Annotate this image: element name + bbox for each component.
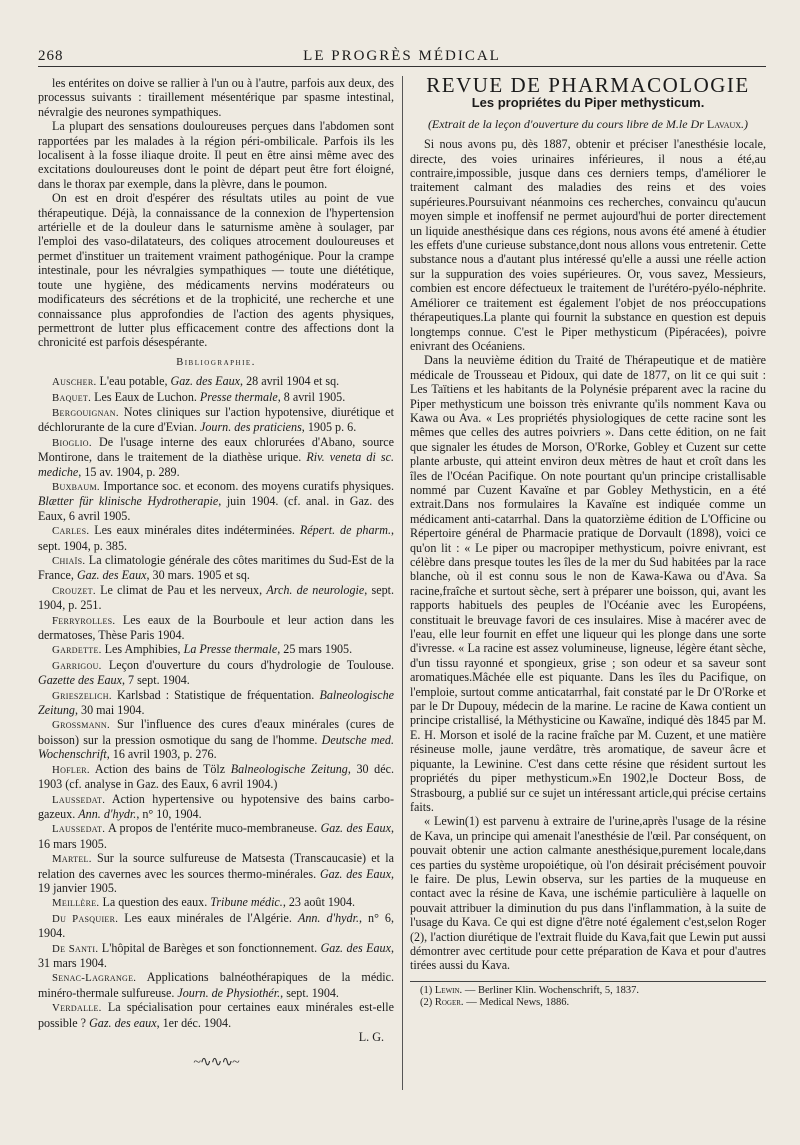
bibliography-entry (38, 435, 394, 479)
bibliography-text: La question des eaux. (99, 895, 211, 910)
bibliography-author: Martel. (52, 853, 92, 866)
bibliography-author: Du Pasquier. (52, 912, 119, 925)
bibliography-text: L'hôpital de Barèges et son fonctionnement. (98, 940, 321, 955)
bibliography-entry (38, 688, 394, 718)
bibliography-entry (38, 553, 394, 583)
bibliography-text: , 7 sept. 1904. (121, 673, 190, 688)
bibliography-text: , 19 janvier 1905. (38, 866, 394, 895)
bibliography-text: Applications balnéothérapiques de la médic. minéro-thermale sulfureuse. (38, 970, 394, 1000)
bibliography-text: , 1905 p. 6. (301, 420, 357, 435)
bibliography-author: Laussedat. (52, 823, 106, 836)
bibliography-text: Les eaux de la Bourboule et leur action dans les dermatoses, Thèse Paris 1904. (38, 612, 394, 643)
bibliography-text: , n° 6, 1904. (38, 910, 394, 941)
bibliography-text: L'eau potable, (96, 374, 171, 389)
bibliography-text: , 25 mars 1905. (277, 642, 353, 657)
page-number: 268 (38, 48, 64, 64)
page (38, 40, 766, 1110)
columns (38, 76, 766, 1110)
bibliography-entry (38, 895, 394, 910)
paragraph: On est en droit d'espérer des résultats utiles au point de vue thérapeutique. Déjà, la connaissance de la connexion de l'hypertension artérielle et de la douleur dans le saturnisme amène à soulager, par l'emploi des vaso-dilatateurs, des coliques atrocement douloureuses et permet d'instituer un traitement vraiment pathogénique. Pour la crampe intestinale, pour les névralgies sympathiques — toute une diététique, toute une hygiène, des médicaments nervins modérateurs ou modificateurs des sécrétions et de la trophicité, une recherche et une connaissance plus approfondies de l'action des agents physiques, permettront de lutter plus efficacement contre des affections dont la chronicité est parfois désespérante. (38, 191, 394, 350)
section-title: REVUE DE PHARMACOLOGIE (426, 76, 750, 97)
bibliography-entry (38, 911, 394, 941)
bibliography-author: Buxbaum. (52, 480, 100, 493)
bibliography-journal: Gaz. des eaux (89, 1015, 157, 1030)
bibliography-journal: Blætter für klinische Hydrotherapie (38, 494, 219, 509)
bibliography-text: , sept. 1904, p. 385. (38, 523, 394, 553)
bibliography-text: Action des bains de Tölz (89, 761, 231, 776)
bibliography-text: Les eaux minérales dites indéterminées. (89, 523, 300, 538)
bibliography-journal: Gaz. des Eaux (320, 940, 391, 955)
bibliography-text: , 1er déc. 1904. (156, 1015, 232, 1030)
bibliography-entry (38, 792, 394, 822)
bibliography-text: , 16 mars 1905. (38, 821, 394, 851)
left-column (38, 76, 394, 1110)
bibliography-journal: Ann. d'hydr. (78, 806, 137, 821)
bibliography-text: , 30 déc. 1903 (cf. analyse in Gaz. des Eaux, 6 avril 1904.) (38, 761, 394, 792)
bibliography-entry (38, 390, 394, 405)
bibliography-journal: Gazette des Eaux (38, 673, 122, 688)
bibliography-author: Chiaïs. (52, 555, 86, 567)
bibliography-journal: Deutsche med. Wochenschrift (38, 732, 394, 762)
bibliography-text: A propos de l'entérite muco-membraneuse. (105, 821, 321, 836)
bibliography-entry (38, 1000, 394, 1030)
bibliography-author: Bioglio. (52, 436, 92, 449)
bibliography-author: Bergouignan. (52, 406, 119, 419)
paragraph: les entérites on doive se rallier à l'un ou à l'autre, parfois aux deux, des processus suivants : tiraillement mésentérique par spasme intestinal, névralgie des neurones sympathiques. (38, 76, 394, 119)
bibliography-text: Les Eaux de Luchon. (91, 389, 200, 404)
footnote-author: Roger. (434, 996, 464, 1008)
footnote-mark: (2) (420, 996, 435, 1008)
article-subtitle-name: Lavaux (706, 116, 742, 131)
bibliography-text: , 28 avril 1904 et sq. (240, 374, 340, 389)
bibliography-journal: La Presse thermale (183, 642, 278, 657)
bibliography-entry (38, 821, 394, 851)
bibliography-text: Sur la source sulfureuse de Matsesta (Transcaucasie) et la relation des cavernes avec les sources thermo-minérales. (38, 851, 394, 881)
paragraph: « Lewin(1) est parvenu à extraire de l'urine,après l'usage de la résine de Kava, un principe qui amenait l'anesthésie de l'œil. Par conséquent, on pouvait obtenir une action calmante anesthésique,purement locale,dans ces parties du système uropoiétique, où l'on désirait précisément pouvoir le faire. De plus, Lewin observa, sur les parties de la muqueuse en contact avec la résine de Kava, une ischémie particulière à laquelle on pouvait attribuer la diminution du pus dans l'inflammation, à la suite de l'usage du Kava. Ce qui est digne d'être noté également c'est,selon Roger (2), l'action diurétique de l'extrait fluide du Kava,fait que Lewin put aussi démontrer avec certitude pour cette préparation de Kava et pour d'autres tirées aussi du Kava. (410, 814, 766, 973)
end-flourish: ~∿∿∿~ (193, 1055, 239, 1071)
bibliography-entry (38, 374, 394, 389)
bibliography-text: Leçon d'ouverture du cours d'hydrologie de Toulouse. (101, 657, 394, 672)
bibliography-author: Auscher. (52, 376, 97, 389)
paragraph: Si nous avons pu, dès 1887, obtenir et préciser l'anesthésie locale, directe, des voies urinaires inférieures, il nous a été,au contraire,impossible, jusque dans ces derniers temps, d'améliorer le traitement calmant des maladies des reins et des voies supérieures.Poursuivant néanmoins ces recherches, convaincu qu'aucun moyen simple et inoffensif ne permet aujourd'hui de porter directement un liquide anesthésique dans ces régions, nous avons été amené à étudier les effets d'une curieuse substance,dont nous allons vous entretenir. Cette substance nous a d'autant plus intéressé qu'elle a aussi une réelle action sur la suppuration des voies supérieures. Or, vous savez, Messieurs, combien est encore défectueux le traitement de l'urétéro-pyélo-néphrite. Améliorer ce traitement est également l'objet de nos préoccupations thérapeutiques.La plante qui fournit la substance en question est depuis longtemps connue. C'est le Piper methysticum (Pipéracées), poivre enivrant des Océaniens. (410, 137, 766, 353)
bibliography-author: Gardette. (52, 644, 102, 657)
bibliography-entry (38, 941, 394, 971)
bibliography-text: , 16 avril 1903, p. 276. (106, 747, 217, 762)
bibliography-text: , sept. 1904. (280, 985, 339, 1000)
bibliography-entry (38, 613, 394, 643)
page-header (38, 40, 766, 67)
bibliography-text: Les Amphibies, (101, 642, 184, 657)
bibliography-text: , sept. 1904, p. 251. (38, 582, 394, 613)
bibliography-text: Importance soc. et econom. des moyens curatifs physiques. (99, 478, 394, 493)
footnote-author: Lewin. (434, 984, 463, 996)
bibliography-author: Senac-Lagrange. (52, 972, 137, 985)
footnote (410, 997, 766, 1009)
bibliography-author: Laussedat. (52, 793, 106, 806)
bibliography-author: Ferryrolles. (52, 614, 116, 627)
bibliography-entry (38, 583, 394, 613)
bibliography-entry (38, 851, 394, 895)
bibliography-journal: Gaz. des Eaux (320, 821, 391, 836)
bibliography-entry (38, 762, 394, 792)
footnote-text: — Medical News, 1886. (463, 996, 570, 1008)
bibliography-text: De l'usage interne des eaux chlorurées d'Abano, source Montirone, dans le traitement de la diathèse urique. (38, 434, 394, 465)
bibliography-author: Hofler. (52, 763, 90, 776)
bibliography-author: De Santi. (52, 942, 99, 955)
bibliography-text: , 23 août 1904. (282, 895, 356, 910)
article-subtitle-suffix: .) (741, 116, 749, 131)
bibliography-journal: Gaz. des Eaux (319, 866, 391, 881)
bibliography-journal: Presse thermale (199, 389, 278, 404)
bibliography-entry (38, 717, 394, 761)
bibliography-text: Action hypertensive ou hypotensive des bains carbo-gazeux. (38, 791, 394, 821)
bibliography-journal: Journ. de Physiothér. (177, 985, 281, 1000)
bibliography-journal: Tribune médic. (210, 895, 283, 910)
bibliography-text: , n° 10, 1904. (136, 806, 202, 821)
bibliography-entry (38, 642, 394, 657)
bibliography-text: La climatologie générale des côtes maritimes du Sud-Est de la France, (38, 553, 394, 583)
bibliography-text: Sur l'influence des cures d'eaux minérales (cures de boisson) sur la pression osmotique du sang de l'homme. (38, 717, 394, 747)
bibliography-journal: Balneologische Zeitung (38, 687, 394, 718)
bibliography-text: Notes cliniques sur l'action hypotensive, diurétique et déchlorurante de la cure d'Evian. (38, 404, 394, 435)
bibliography-journal: Riv. veneta di sc. mediche (38, 450, 394, 479)
footnote (410, 985, 766, 997)
bibliography-journal: Ann. d'hydr. (297, 910, 359, 925)
bibliography-text: Les eaux minérales de l'Algérie. (118, 910, 298, 925)
bibliography-author: Garrigou. (52, 659, 102, 672)
bibliography-heading: Bibliographie. (176, 356, 256, 368)
bibliography-entry (38, 523, 394, 553)
bibliography-author: Crouzet. (52, 584, 96, 597)
article-subtitle (410, 117, 766, 131)
bibliography-author: Verdalle. (52, 1002, 102, 1015)
journal-title: LE PROGRÈS MÉDICAL (303, 48, 501, 64)
footnote-text: — Berliner Klin. Wochenschrift, 5, 1837. (462, 984, 640, 996)
signature: L. G. (358, 1030, 384, 1044)
bibliography-journal: Répert. de pharm. (299, 523, 391, 538)
bibliography-text: Karlsbad : Statistique de fréquentation. (111, 687, 320, 702)
bibliography-author: Meillère. (52, 897, 100, 910)
bibliography-journal: Arch. de neurologie (266, 582, 365, 597)
bibliography-author: Grieszelich. (52, 689, 112, 702)
right-column (410, 76, 766, 1110)
bibliography-text: , 31 mars 1904. (38, 940, 394, 970)
bibliography-journal: Balneologische Zeitung (230, 761, 348, 776)
bibliography-text: La spécialisation pour certaines eaux minérales est-elle possible ? (38, 1000, 394, 1030)
bibliography-journal: Journ. des praticiens (200, 420, 302, 435)
bibliography-text: , 8 avril 1905. (277, 389, 346, 404)
paragraph: La plupart des sensations douloureuses perçues dans l'abdomen sont rapportées par les malades à la région péri-ombilicale. Parfois ils les localisent à la fosse iliaque droite. Il peut en être ainsi même avec des excitations douloureuses dont le point de départ peut être fort éloigné, dans le thorax par exemple, dans la plèvre, dans le poumon. (38, 119, 394, 191)
article-subtitle-prefix: (Extrait de la leçon d'ouverture du cours libre de M.le Dr (427, 116, 707, 131)
bibliography-text: Le climat de Pau et les nerveux, (95, 582, 267, 597)
bibliography-entry (38, 479, 394, 523)
bibliography-author: Grossmann. (52, 719, 110, 732)
bibliography-list (38, 374, 394, 1030)
paragraph: Dans la neuvième édition du Traité de Thérapeutique et de matière médicale de Trousseau et Pidoux, qui date de 1877, on lit ce qui suit : Les Taïtiens et les habitants de la Polynésie préparent avec la racine du Piper methysticum une boisson très enivrante qu'ils nomment Kava ou Kawa ou Ava. « Les propriétés physiologiques de cette racine sont les mêmes que celles des autres poivriers ». Dans cette édition, on ne fait que signaler les études de Morson, O'Rorke, Gobley et Cuzent sur cette plante arbuste, qui atteint environ deux mètres de haut et croît dans les îles de l'Océan Pacifique. On note pourtant qu'un principe cristallisable nommé par Cuzent Kavaïne et par Gobley Methysticin, en a été extrait.Dans nos formulaires la Kavaïne est indiquée comme un médicament anti-catarrhal. Dans la quatorzième édition de L'Officine ou Répertoire général de Pharmacie pratique de Dorvault (1898), voici ce qu'on lit : « Le piper ou macropiper methysticum, poivre enivrant, est célèbre dans presque toutes les îles de la mer du Sud habitées par la race blanche, où il est connu sous le non de Kawa-Kawa ou d'Ava. Sa racine,fraîche et surtout sèche, sert à préparer une boisson, qui, avant les rapports habituels des peuples de l'Océanie avec les Européens, constituait le breuvage favori de ces insulaires. Mise à macérer avec de l'eau, elle leur fournit en effet une liqueur qui les plonge dans une sorte d'ivresse. « La racine est assez volumineuse, ligneuse, légère étant sèche, d'un tissu rayonné et spongieux, grise ; son odeur et sa saveur sont aromatiques.Mâchée elle est piquante. Dans les îles du Pacifique, on l'emploie, surtout comme anticatarrhal, fait constaté par le Dr O'Rorke et par le Dr Dupouy, médecin de la marine. Le racine de Kawa contient un principe cristallisé, la Méthysticine ou Kawaïne, indiqué dès 1845 par M. E. H. Morson et isolé de la racine fraîche par M. Cuzent, et une matière résineuse molle, jaune verdâtre, très aromatique, de saveur âcre et piquante, la Lewinine. C'est dans cette résine que résident surtout les propriétés du piper methysticum.»En 1902,le Docteur Boss, de Strasbourg, a publié sur ce sujet un intéressant article,qui précise certains faits. (410, 353, 766, 814)
bibliography-journal: Gaz. des Eaux (76, 568, 147, 583)
bibliography-journal: Gaz. des Eaux (170, 374, 241, 389)
column-divider (402, 76, 403, 1090)
bibliography-author: Carles. (52, 525, 90, 538)
bibliography-text: , 30 mai 1904. (74, 703, 145, 718)
bibliography-text: , 15 av. 1904, p. 289. (78, 464, 180, 479)
bibliography-author: Baquet. (52, 391, 92, 404)
bibliography-entry (38, 658, 394, 688)
article-title: Les propriétes du Piper methysticum. (471, 95, 705, 111)
bibliography-text: , 30 mars. 1905 et sq. (146, 568, 250, 583)
bibliography-text: , juin 1904. (cf. anal. in Gaz. des Eaux, 6 avril 1905. (38, 494, 394, 523)
footnotes (410, 981, 766, 1009)
bibliography-entry (38, 405, 394, 435)
bibliography-entry (38, 970, 394, 1000)
footnote-mark: (1) (420, 984, 435, 996)
